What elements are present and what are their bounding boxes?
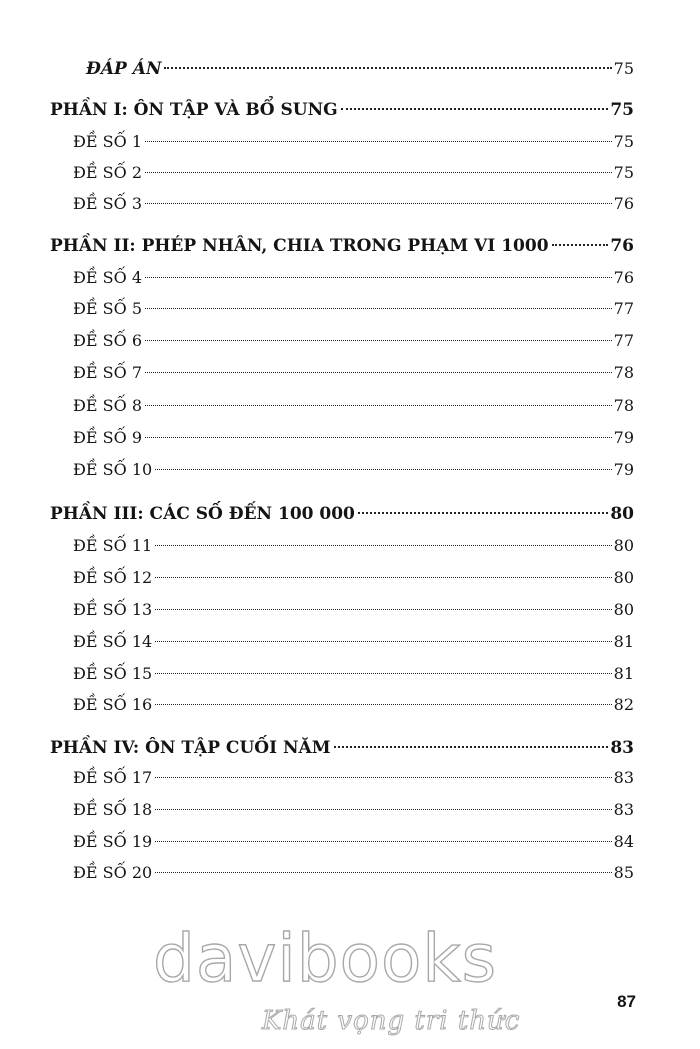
toc-item[interactable] [73,160,634,186]
toc-page-number: 77 [613,299,634,318]
toc-label: ĐỀ SỐ 9 [73,428,143,447]
toc-label: ĐỀ SỐ 5 [73,299,143,318]
toc-page-number: 83 [613,800,634,819]
toc-item[interactable] [73,829,634,855]
toc-section-1[interactable] [50,97,634,123]
toc-item[interactable] [73,797,634,823]
toc-item[interactable] [73,661,634,687]
page-number: 87 [617,992,636,1011]
toc-page-number: 78 [613,396,634,415]
dot-leader [358,512,608,514]
dot-leader [145,172,612,173]
toc-item[interactable] [73,360,634,386]
toc-label: ĐỀ SỐ 8 [73,396,143,415]
toc-label: ĐỀ SỐ 7 [73,363,143,382]
toc-page-number: 75 [613,59,634,78]
dot-leader [145,141,612,142]
toc-section-2[interactable] [50,233,634,259]
toc-label: ĐỀ SỐ 16 [73,695,153,714]
publisher-slogan: Khát vọng tri thức [262,1006,521,1036]
toc-label: ĐÁP ÁN [86,59,162,79]
toc-item[interactable] [73,533,634,559]
toc-item[interactable] [73,425,634,451]
section-title: PHẦN IV: ÔN TẬP CUỐI NĂM [50,738,331,758]
toc-label: ĐỀ SỐ 20 [73,863,153,882]
toc-page-number: 84 [613,832,634,851]
toc-item[interactable] [73,765,634,791]
toc-item[interactable] [73,129,634,155]
dot-leader [145,203,612,204]
toc-item[interactable] [73,860,634,886]
section-title: PHẦN III: CÁC SỐ ĐẾN 100 000 [50,504,355,524]
dot-leader [155,872,611,873]
dot-leader [155,577,611,578]
dot-leader [145,308,612,309]
section-title: PHẦN I: ÔN TẬP VÀ BỔ SUNG [50,100,338,120]
toc-item[interactable] [73,393,634,419]
toc-label: ĐỀ SỐ 19 [73,832,153,851]
toc-item[interactable] [73,265,634,291]
dot-leader [552,244,609,246]
toc-page-number: 75 [613,163,634,182]
toc-page-number: 83 [610,738,634,758]
dot-leader [145,372,612,373]
toc-label: ĐỀ SỐ 3 [73,194,143,213]
toc-label: ĐỀ SỐ 11 [73,536,153,555]
dot-leader [145,437,612,438]
dot-leader [155,704,611,705]
toc-page-number: 78 [613,363,634,382]
toc-item[interactable] [73,629,634,655]
toc-label: ĐỀ SỐ 6 [73,331,143,350]
dot-leader [155,469,611,470]
toc-page-number: 76 [613,194,634,213]
toc-page-number: 80 [610,504,634,524]
dot-leader [145,277,612,278]
toc-page-number: 79 [613,428,634,447]
toc-label: ĐỀ SỐ 18 [73,800,153,819]
toc-page-number: 80 [613,536,634,555]
dot-leader [341,108,609,110]
toc-page-number: 83 [613,768,634,787]
toc-page-number: 79 [613,460,634,479]
dot-leader [155,777,611,778]
toc-page-number: 85 [613,863,634,882]
toc-item[interactable] [73,457,634,483]
toc-item[interactable] [73,296,634,322]
toc-page-number: 76 [613,268,634,287]
toc-item[interactable] [73,597,634,623]
dot-leader [164,67,611,69]
toc-section-3[interactable] [50,501,634,527]
toc-page-number: 80 [613,600,634,619]
toc-entry-answers[interactable] [86,56,634,82]
dot-leader [155,545,611,546]
toc-page-number: 80 [613,568,634,587]
dot-leader [155,673,611,674]
dot-leader [145,340,612,341]
toc-item[interactable] [73,565,634,591]
toc-section-4[interactable] [50,735,634,761]
toc-page-number: 81 [613,632,634,651]
dot-leader [145,405,612,406]
toc-label: ĐỀ SỐ 10 [73,460,153,479]
toc-page-number: 77 [613,331,634,350]
section-title: PHẦN II: PHÉP NHÂN, CHIA TRONG PHẠM VI 1000 [50,236,549,256]
dot-leader [155,609,611,610]
toc-label: ĐỀ SỐ 15 [73,664,153,683]
toc-label: ĐỀ SỐ 13 [73,600,153,619]
toc-item[interactable] [73,692,634,718]
toc-label: ĐỀ SỐ 17 [73,768,153,787]
toc-item[interactable] [73,328,634,354]
publisher-watermark: davibooks [153,920,497,997]
toc-page-number: 76 [610,236,634,256]
toc-page-number: 75 [610,100,634,120]
dot-leader [155,809,611,810]
toc-label: ĐỀ SỐ 2 [73,163,143,182]
dot-leader [155,641,611,642]
toc-label: ĐỀ SỐ 14 [73,632,153,651]
toc-label: ĐỀ SỐ 4 [73,268,143,287]
toc-item[interactable] [73,191,634,217]
dot-leader [334,746,609,748]
toc-label: ĐỀ SỐ 12 [73,568,153,587]
dot-leader [155,841,611,842]
toc-page-number: 75 [613,132,634,151]
toc-page-number: 82 [613,695,634,714]
toc-page-number: 81 [613,664,634,683]
toc-label: ĐỀ SỐ 1 [73,132,143,151]
